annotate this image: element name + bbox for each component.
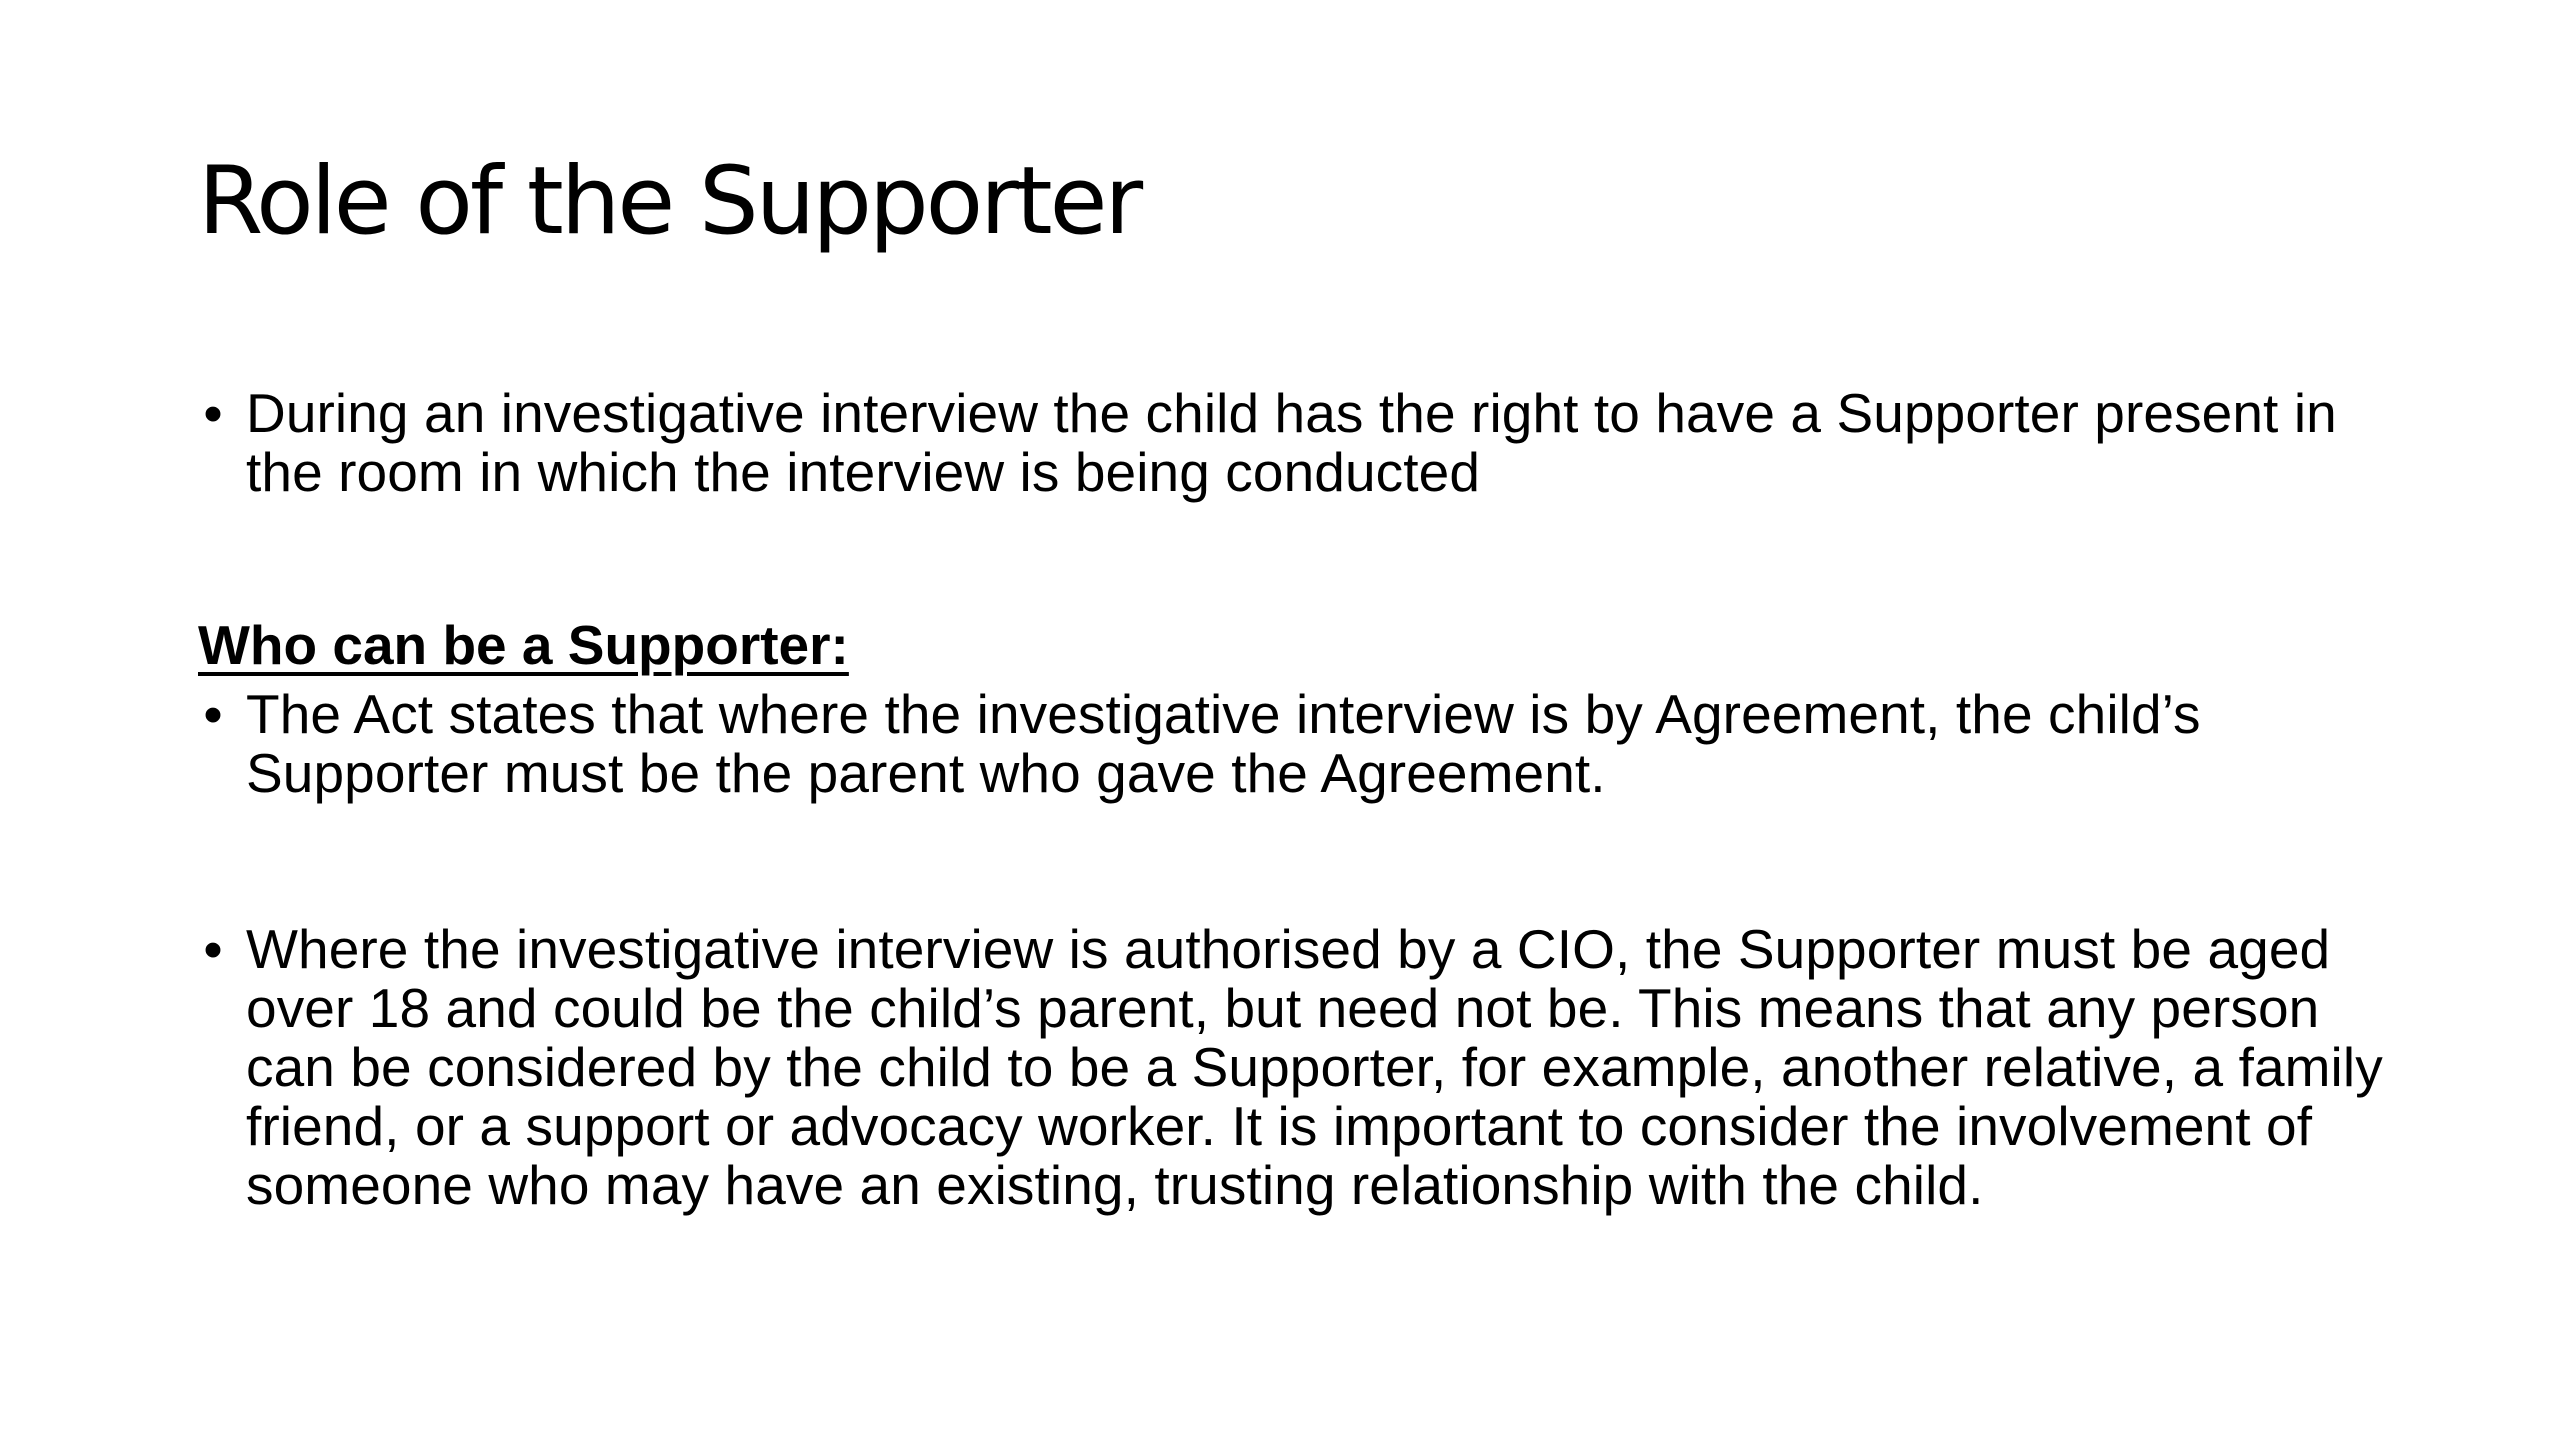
bullet-text: During an investigative interview the child has the right to have a Supporter present in the room in which the interview is being conducted (246, 382, 2337, 503)
bullet-item (198, 685, 2418, 803)
bullet-item (198, 384, 2418, 502)
bullet-text: The Act states that where the investigative interview is by Agreement, the child’s Supporter must be the parent who gave the Agreement. (246, 683, 2201, 804)
bullet-item (198, 920, 2418, 1215)
bullet-text: Where the investigative interview is authorised by a CIO, the Supporter must be aged over 18 and could be the child’s parent, but need not be. This means that any person can be considered by the child to be a Supporter, for example, another relative, a family friend, or a support or advocacy worker. It is important to consider the involvement of someone who may have an existing, trusting relationship with the child. (246, 918, 2383, 1216)
bullet-marker: • (203, 918, 223, 980)
bullet-marker: • (203, 382, 223, 444)
slide-title: Role of the Supporter (198, 147, 1141, 256)
section-subheading: Who can be a Supporter: (198, 614, 849, 676)
slide-content (198, 384, 2418, 1215)
bullet-marker: • (203, 683, 223, 745)
